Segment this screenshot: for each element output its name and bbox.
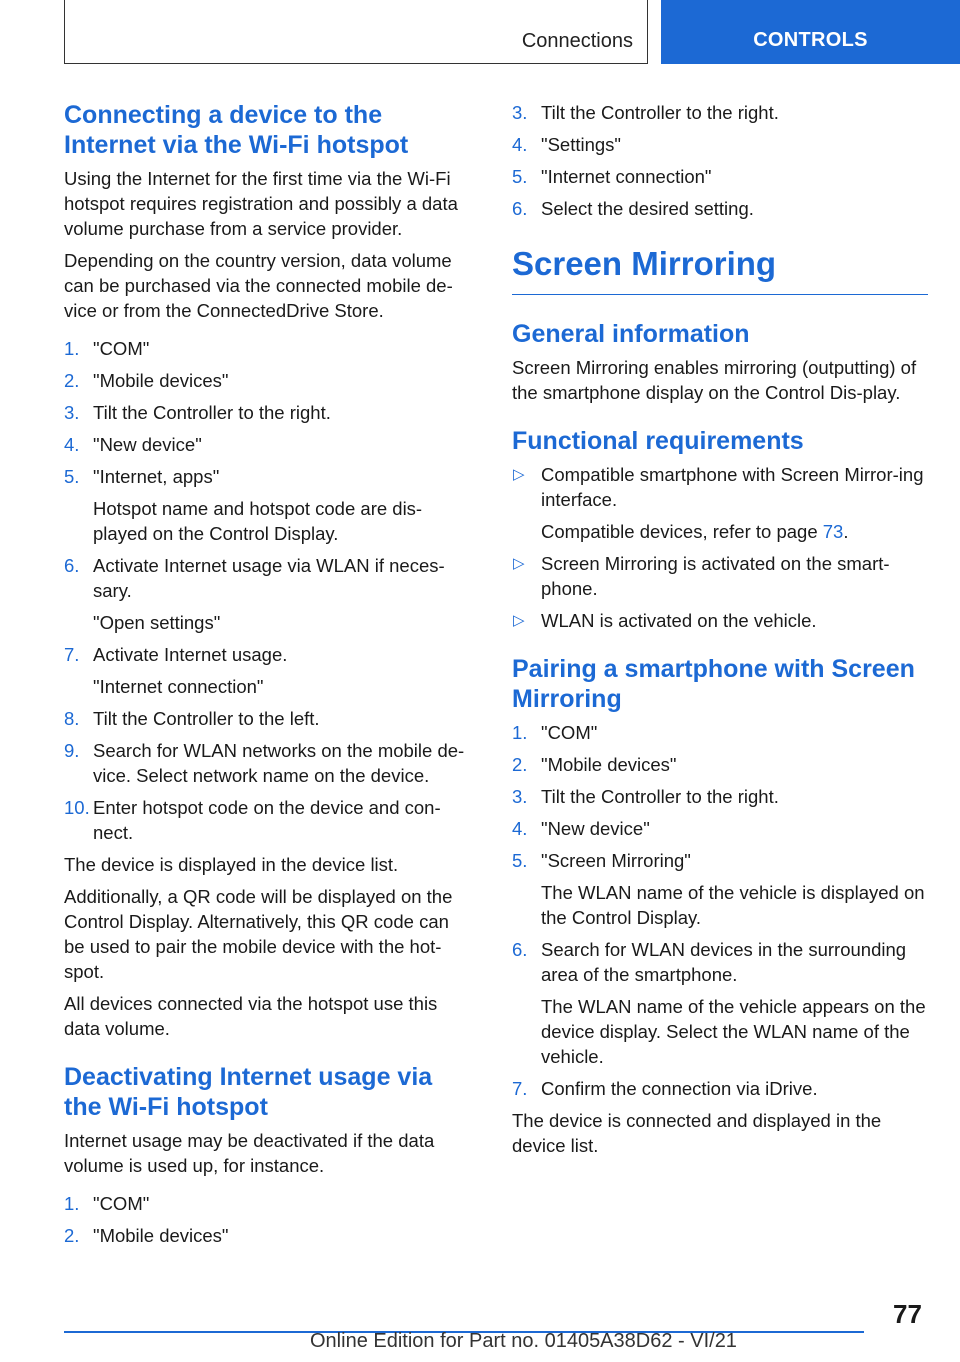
list-item: 9. Search for WLAN networks on the mobile de-vice. Select network name on the device. — [64, 740, 465, 786]
triangle-bullet-icon: ▷ — [513, 466, 525, 483]
list-item: 2. "Mobile devices" — [64, 370, 229, 391]
paragraph: The device is displayed in the device list. — [64, 854, 399, 875]
list-item: 4. "New device" — [64, 434, 202, 455]
paragraph: Additionally, a QR code will be displayed on the Control Display. Alternatively, this QR code can be used to pair the mobile device with the hot-spot. — [64, 886, 453, 982]
heading-general-information: General information — [512, 320, 750, 348]
list-item: 7. Activate Internet usage. "Internet connection" — [64, 644, 288, 697]
heading-screen-mirroring: Screen Mirroring — [512, 244, 928, 295]
list-item: 1. "COM" — [64, 338, 150, 359]
paragraph: Using the Internet for the first time via the Wi-Fi hotspot requires registration and possibly a data volume purchase from a service provider. — [64, 168, 458, 239]
list-item: 3. Tilt the Controller to the right. — [512, 786, 779, 807]
steps-connecting — [64, 336, 468, 845]
left-column — [64, 100, 468, 1255]
triangle-bullet-icon: ▷ — [513, 555, 525, 572]
list-item: 4. "New device" — [512, 818, 650, 839]
page-reference-link[interactable]: 73 — [822, 521, 844, 542]
heading-functional-requirements: Functional requirements — [512, 427, 804, 455]
chapter-tab: CONTROLS — [661, 0, 960, 64]
list-item: 5. "Internet, apps" Hotspot name and hotspot code are dis-played on the Control Display. — [64, 466, 423, 544]
paragraph: The device is connected and displayed in the device list. — [512, 1110, 882, 1156]
steps-pairing — [512, 720, 928, 1101]
list-item: ▷ Compatible smartphone with Screen Mirror-ing interface. Compatible devices, refer to page 73. — [513, 464, 924, 542]
list-item: 3. Tilt the Controller to the right. — [512, 102, 779, 123]
section-title: Connections — [521, 30, 633, 52]
heading-deactivating: Deactivating Internet usage via the Wi-Fi hotspot — [64, 1063, 433, 1121]
list-item: 6. Search for WLAN devices in the surrounding area of the smartphone. The WLAN name of the vehicle appears on the device display. Select the WLAN name of the vehicle. — [512, 939, 926, 1067]
header-frame — [64, 0, 648, 64]
list-item: ▷ Screen Mirroring is activated on the smart-phone. — [513, 553, 890, 599]
list-item: 1. "COM" — [64, 1193, 150, 1214]
edition-note: Online Edition for Part no. 01405A38D62 - VI/21 — [310, 1330, 737, 1352]
list-item: 5. "Internet connection" — [512, 166, 712, 187]
list-item: 6. Select the desired setting. — [512, 198, 754, 219]
list-item: 1. "COM" — [512, 722, 598, 743]
page-number: 77 — [893, 1299, 922, 1329]
list-item: 2. "Mobile devices" — [512, 754, 677, 775]
heading-connecting-hotspot: Connecting a device to the Internet via the Wi-Fi hotspot — [64, 101, 409, 159]
list-item: ▷ WLAN is activated on the vehicle. — [513, 610, 817, 631]
list-item: 5. "Screen Mirroring" The WLAN name of the vehicle is displayed on the Control Display. — [512, 850, 925, 928]
heading-pairing-smartphone: Pairing a smartphone with Screen Mirroring — [512, 655, 915, 713]
list-item: 8. Tilt the Controller to the left. — [64, 708, 320, 729]
list-item: 2. "Mobile devices" — [64, 1225, 229, 1246]
list-item: 7. Confirm the connection via iDrive. — [512, 1078, 818, 1099]
page-header — [0, 0, 960, 66]
steps-deactivating-continued — [512, 100, 928, 221]
requirements-list — [512, 462, 928, 633]
steps-deactivating — [64, 1191, 468, 1248]
list-item: 6. Activate Internet usage via WLAN if neces-sary. "Open settings" — [64, 555, 445, 633]
paragraph: Depending on the country version, data volume can be purchased via the connected mobile de-vice or from the ConnectedDrive Store. — [64, 250, 453, 321]
list-item: 3. Tilt the Controller to the right. — [64, 402, 331, 423]
list-item: 10. Enter hotspot code on the device and con-nect. — [64, 797, 441, 843]
paragraph: All devices connected via the hotspot use this data volume. — [64, 993, 438, 1039]
paragraph: Internet usage may be deactivated if the data volume is used up, for instance. — [64, 1130, 435, 1176]
list-item: 4. "Settings" — [512, 134, 621, 155]
triangle-bullet-icon: ▷ — [513, 612, 525, 629]
paragraph: Screen Mirroring enables mirroring (outputting) of the smartphone display on the Control Dis-play. — [512, 357, 917, 403]
right-column — [512, 100, 928, 1165]
